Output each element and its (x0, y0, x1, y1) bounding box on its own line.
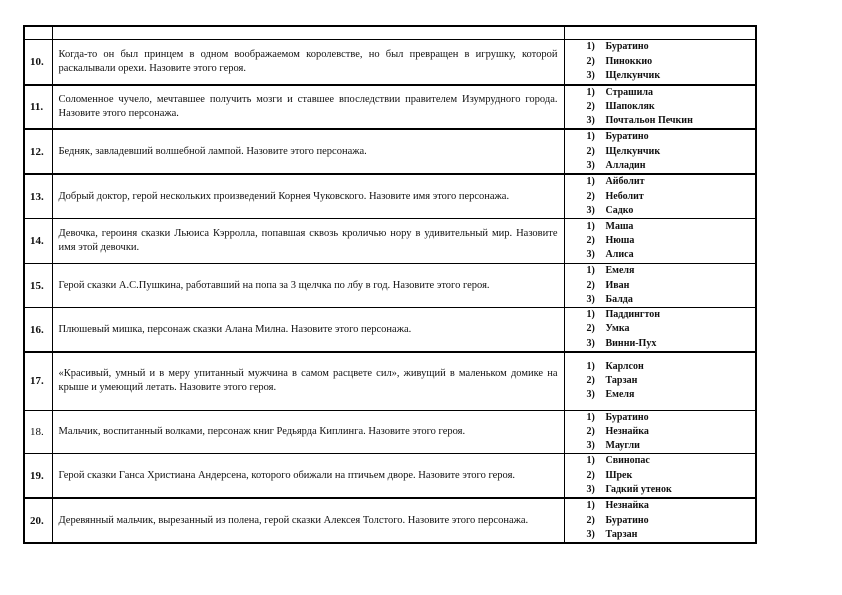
question-number: 15. (24, 264, 52, 308)
question-text: Девочка, героиня сказки Льюиса Кэрролла, попавшая сквозь кроличью нору в удивительный мир. Назовите имя этой девочки. (52, 219, 564, 264)
question-number: 12. (24, 129, 52, 174)
answer-options (564, 40, 756, 85)
answer-option: 1) Карлсон (586, 360, 644, 372)
header-question-cell (52, 26, 564, 40)
answer-option: 3) Почтальон Печкин (586, 115, 693, 127)
answer-option: 1) Незнайка (586, 500, 649, 512)
answer-option: 1) Айболит (586, 176, 645, 188)
question-text: Деревянный мальчик, вырезанный из полена, герой сказки Алексея Толстого. Назовите этого персонажа. (52, 498, 564, 543)
answer-option: 3) Балда (586, 293, 633, 305)
answer-option: 3) Садко (586, 204, 634, 216)
table-row (24, 174, 756, 218)
table-row (24, 264, 756, 308)
answer-options (564, 498, 756, 543)
answer-option: 2) Щелкунчик (586, 145, 661, 157)
table-row (24, 352, 756, 410)
question-text: Бедняк, завладевший волшебной лампой. Назовите этого персонажа. (52, 129, 564, 174)
answer-option: 1) Свинопас (586, 455, 650, 467)
answer-option: 2) Неболит (586, 190, 644, 202)
answer-options (564, 454, 756, 498)
question-number: 16. (24, 308, 52, 352)
table-row (24, 308, 756, 352)
answer-options (564, 219, 756, 264)
answer-option: 2) Незнайка (586, 425, 649, 437)
question-text: Соломенное чучело, мечтавшее получить мозги и ставшее впоследствии правителем Изумрудного города. Назовите этого персонажа. (52, 85, 564, 130)
answer-option: 3) Емеля (586, 389, 635, 401)
question-number: 14. (24, 219, 52, 264)
answer-option: 1) Буратино (586, 411, 649, 423)
answer-option: 2) Шапокляк (586, 100, 655, 112)
table-row (24, 410, 756, 454)
answer-option: 3) Щелкунчик (586, 69, 661, 81)
answer-option: 2) Тарзан (586, 375, 638, 387)
answer-option: 1) Буратино (586, 131, 649, 143)
answer-options (564, 129, 756, 174)
answer-option: 2) Иван (586, 279, 630, 291)
question-text: Плюшевый мишка, персонаж сказки Алана Милна. Назовите этого персонажа. (52, 308, 564, 352)
table-row (24, 85, 756, 130)
answer-options (564, 308, 756, 352)
question-text: Когда-то он был принцем в одном воображаемом королевстве, но был превращен в игрушку, которой раскалывали орехи. Назовите этого героя. (52, 40, 564, 85)
answer-option: 1) Буратино (586, 41, 649, 53)
answer-option: 1) Страшила (586, 86, 653, 98)
answer-options (564, 410, 756, 454)
header-num-cell (24, 26, 52, 40)
question-number: 17. (24, 352, 52, 410)
question-text: Добрый доктор, герой нескольких произведений Корнея Чуковского. Назовите имя этого персонажа. (52, 174, 564, 218)
answer-option: 3) Алладин (586, 159, 646, 171)
answer-option: 1) Маша (586, 220, 634, 232)
quiz-table (23, 25, 757, 544)
answer-option: 2) Шрек (586, 469, 633, 481)
answer-option: 2) Нюша (586, 235, 635, 247)
answer-options (564, 85, 756, 130)
answer-options (564, 174, 756, 218)
question-number: 13. (24, 174, 52, 218)
answer-option: 2) Умка (586, 323, 630, 335)
answer-option: 3) Маугли (586, 440, 640, 452)
table-row (24, 219, 756, 264)
question-text: «Красивый, умный и в меру упитанный мужчина в самом расцвете сил», живущий в маленьком домике на крыше и умеющий летать. Назовите этого героя. (52, 352, 564, 410)
answer-options (564, 264, 756, 308)
question-text: Герой сказки Ганса Христиана Андерсена, которого обижали на птичьем дворе. Назовите этого героя. (52, 454, 564, 498)
question-text: Мальчик, воспитанный волками, персонаж книг Редьярда Киплинга. Назовите этого героя. (52, 410, 564, 454)
answer-option: 1) Паддингтон (586, 309, 661, 321)
answer-option: 3) Алиса (586, 249, 634, 261)
answer-option: 3) Тарзан (586, 528, 638, 540)
table-row (24, 129, 756, 174)
table-row (24, 498, 756, 543)
table-row (24, 40, 756, 85)
table-row (24, 454, 756, 498)
table-header-row (24, 26, 756, 40)
answer-option: 3) Гадкий утенок (586, 484, 672, 496)
header-options-cell (564, 26, 756, 40)
answer-option: 2) Буратино (586, 514, 649, 526)
question-number: 18. (24, 410, 52, 454)
answer-option: 2) Пиноккио (586, 55, 653, 67)
answer-options (564, 352, 756, 410)
question-number: 19. (24, 454, 52, 498)
answer-option: 3) Винни-Пух (586, 337, 657, 349)
question-text: Герой сказки А.С.Пушкина, работавший на попа за 3 щелчка по лбу в год. Назовите этого героя. (52, 264, 564, 308)
question-number: 20. (24, 498, 52, 543)
question-number: 10. (24, 40, 52, 85)
question-number: 11. (24, 85, 52, 130)
answer-option: 1) Емеля (586, 265, 635, 277)
